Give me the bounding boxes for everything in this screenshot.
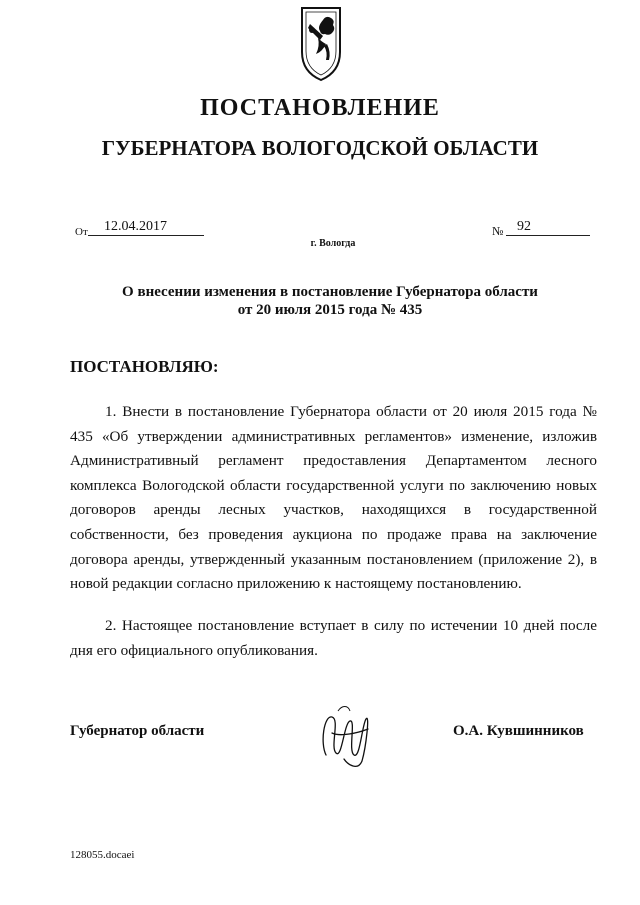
document-date: 12.04.2017 bbox=[88, 219, 204, 236]
file-code: 128055.docaei bbox=[70, 849, 135, 861]
date-prefix: От bbox=[75, 226, 88, 238]
signatory-name: О.А. Кувшинников bbox=[453, 723, 584, 739]
issuer-title: ГУБЕРНАТОРА ВОЛОГОДСКОЙ ОБЛАСТИ bbox=[101, 136, 539, 160]
document-number: 92 bbox=[506, 219, 590, 236]
city-label: г. Вологда bbox=[310, 238, 356, 249]
number-prefix: № bbox=[492, 224, 504, 238]
signatory-position: Губернатор области bbox=[70, 723, 205, 739]
subject-line-1: О внесении изменения в постановление Губернатора области bbox=[122, 284, 538, 300]
resolve-heading: ПОСТАНОВЛЯЮ: bbox=[70, 357, 219, 376]
document-type-title: ПОСТАНОВЛЕНИЕ bbox=[200, 95, 440, 121]
paragraph-1: 1. Внести в постановление Губернатора области от 20 июля 2015 года № 435 «Об утверждении административных регламентов» изменение, изложив Административный регламент предоставления Департаментом лесного комплекса Вологодской области государственной услуги по заключению новых договоров аренды лесных участков, находящихся в государственной собственности, без проведения аукциона по продаже права на заключение договора аренды, утвержденный указанным постановлением (приложение 2), в новой редакции согласно приложению к настоящему постановлению. bbox=[70, 403, 597, 593]
subject-line-2: от 20 июля 2015 года № 435 bbox=[237, 302, 423, 318]
paragraph-2: 2. Настоящее постановление вступает в силу по истечении 10 дней после дня его официального опубликования. bbox=[70, 617, 597, 659]
handwritten-signature bbox=[318, 703, 374, 773]
coat-of-arms-icon bbox=[296, 2, 346, 82]
document-subject bbox=[60, 283, 600, 319]
